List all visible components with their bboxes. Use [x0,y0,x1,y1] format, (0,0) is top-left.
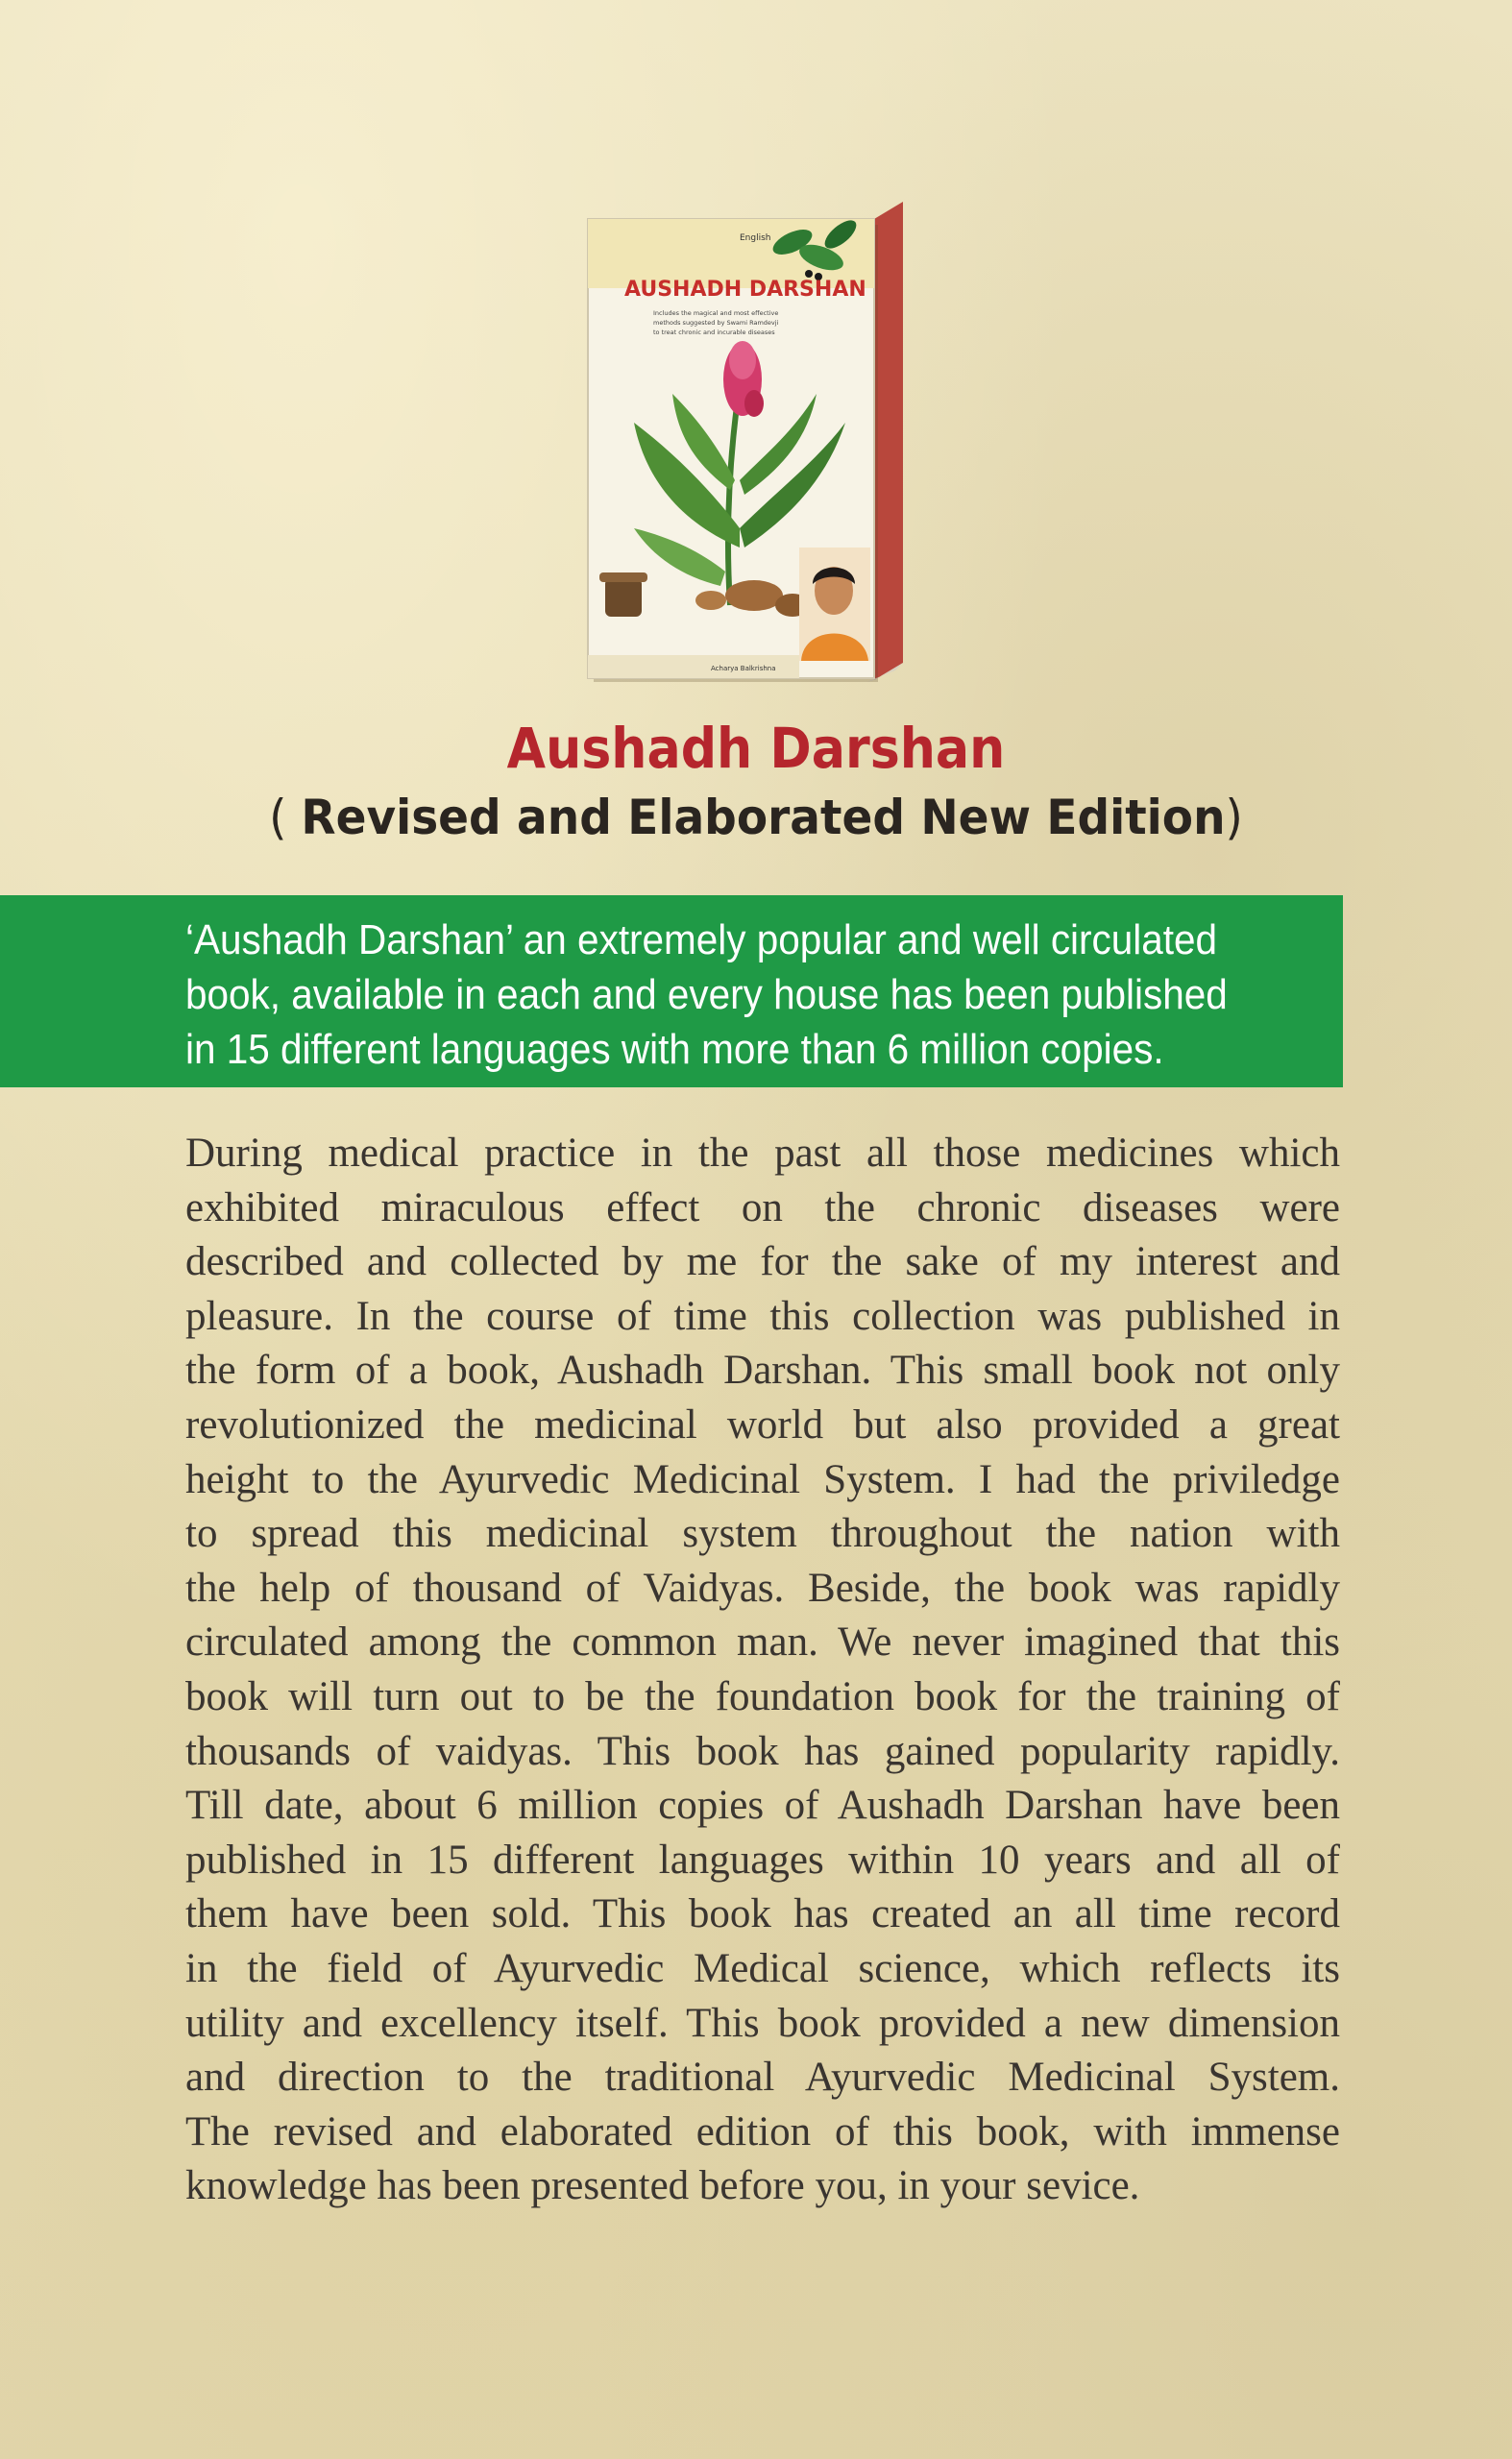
subtitle-text: Revised and Elaborated New Edition [301,790,1226,845]
subtitle-close-paren: ) [1225,790,1243,845]
paragraph-line: exhibited miraculous effect on the chronic diseases were [185,1184,1340,1230]
paragraph-line: knowledge has been presented before you, in your sevice. [185,2163,1140,2209]
highlight-banner [0,895,1343,1087]
banner-line: ‘Aushadh Darshan’ an extremely popular and well circulated [185,916,1218,963]
paragraph-line: utility and excellency itself. This book provided a new dimension [185,2000,1340,2046]
book-cover-image [586,202,913,682]
paragraph-line: described and collected by me for the sake of my interest and [185,1239,1340,1285]
author-portrait [799,548,870,661]
subtitle-open-paren: ( [269,790,302,845]
paragraph-line: book will turn out to be the foundation book for the training of [185,1673,1340,1719]
book-author-name: Acharya Balkrishna [711,665,776,672]
paragraph-line: the help of thousand of Vaidyas. Beside, the book was rapidly [185,1565,1340,1611]
book-cover-title: AUSHADH DARSHAN [624,278,866,302]
paragraph-line: pleasure. In the course of time this collection was published in [185,1293,1340,1339]
paragraph-line: thousands of vaidyas. This book has gained popularity rapidly. [185,1728,1340,1774]
paragraph-line: the form of a book, Aushadh Darshan. This small book not only [185,1348,1340,1394]
banner-line: book, available in each and every house has been published [185,971,1228,1018]
paragraph-line: revolutionized the medicinal world but also provided a great [185,1401,1340,1448]
description-paragraph [185,1127,1340,2214]
paragraph-line: to spread this medicinal system throughout the nation with [185,1511,1340,1557]
book-subtitle [45,790,1467,845]
paragraph-line: height to the Ayurvedic Medicinal System. I had the priviledge [185,1456,1340,1502]
paragraph-line: and direction to the traditional Ayurvedic Medicinal System. [185,2055,1340,2101]
paragraph-line: circulated among the common man. We never imagined that this [185,1619,1340,1666]
book-tagline-2: methods suggested by Swami Ramdevji [653,319,779,327]
paragraph-line: The revised and elaborated edition of this book, with immense [185,2108,1340,2155]
book-tagline-3: to treat chronic and incurable diseases [653,329,775,336]
book-title-heading: Aushadh Darshan [506,716,1006,781]
paragraph-line: them have been sold. This book has created an all time record [185,1891,1340,1937]
paragraph-line: Till date, about 6 million copies of Aushadh Darshan have been [185,1783,1340,1829]
paragraph-line: During medical practice in the past all those medicines which [185,1131,1340,1176]
paragraph-line: in the field of Ayurvedic Medical science, which reflects its [185,1945,1340,1991]
paragraph-line: published in 15 different languages within 10 years and all of [185,1837,1340,1883]
book-badge: English [740,233,771,243]
book-tagline-1: Includes the magical and most effective [653,309,779,317]
banner-line: in 15 different languages with more than 6 million copies. [185,1026,1164,1073]
